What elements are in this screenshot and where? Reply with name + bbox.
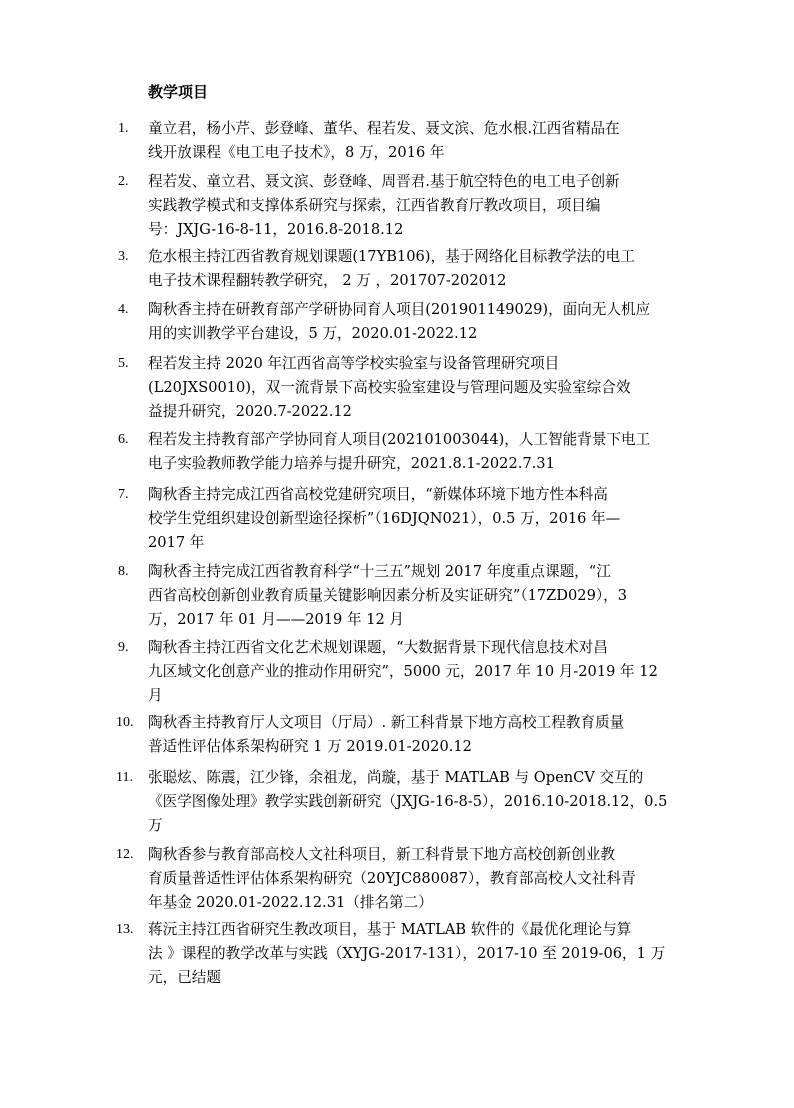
item-text [148,918,678,990]
item-line: 陶秋香主持江西省文化艺术规划课题，“大数据背景下现代信息技术对昌 [148,639,608,656]
item-line: 年基金 2020.01-2022.12.31（排名第二） [148,894,433,911]
item-number: 4. [118,302,129,317]
item-number: 6. [118,432,129,447]
item-text [148,843,678,915]
item-line: 《医学图像处理》教学实践创新研究（JXJG-16-8-5），2016.10-2018.12，0.5 [148,793,668,810]
item-number: 12. [116,847,134,862]
item-text [148,766,678,838]
item-text [148,711,678,759]
item-line: (L20JXS0010)，双一流背景下高校实验室建设与管理问题及实验室综合效 [148,379,631,396]
item-line: 号：JXJG-16-8-11，2016.8-2018.12 [148,221,404,238]
item-line: 法 》课程的教学改革与实践（XYJG-2017-131），2017-10 至 2019-06，1 万 [148,945,666,962]
item-number: 5. [118,356,129,371]
item-number: 9. [118,640,129,655]
item-line: 月 [148,687,163,704]
item-text [148,560,678,632]
item-line: 电子技术课程翻转教学研究， 2 万 ，201707-202012 [148,272,507,289]
item-text [148,483,678,555]
item-line: 程若发主持 2020 年江西省高等学校实验室与设备管理研究项目 [148,355,560,372]
item-line: 2017 年 [148,534,205,551]
item-line: 张聪炫、陈震，江少锋，余祖龙，尚璇，基于 MATLAB 与 OpenCV 交互的 [148,769,644,786]
item-text [148,428,678,476]
item-line: 实践教学模式和支撑体系研究与探索，江西省教育厅教改项目，项目编 [148,197,601,214]
item-line: 校学生党组织建设创新型途径探析”（16DJQN021），0.5 万，2016 年— [148,510,621,527]
item-number: 11. [116,770,133,785]
item-text [148,117,678,165]
item-number: 3. [118,249,129,264]
item-number: 2. [118,174,129,189]
item-number: 1. [118,121,129,136]
item-line: 万 [148,817,163,834]
item-line: 蒋沅主持江西省研究生教改项目，基于 MATLAB 软件的《最优化理论与算 [148,921,632,938]
item-number: 8. [118,564,129,579]
item-line: 程若发、童立君、聂文滨、彭登峰、周晋君.基于航空特色的电工电子创新 [148,173,620,190]
item-line: 陶秋香参与教育部高校人文社科项目，新工科背景下地方高校创新创业教 [148,846,616,863]
item-line: 九区域文化创意产业的推动作用研究”，5000 元，2017 年 10 月-2019 年 12 [148,663,658,680]
item-line: 童立君，杨小芹、彭登峰、董华、程若发、聂文滨、危水根.江西省精品在 [148,120,620,137]
item-line: 陶秋香主持完成江西省教育科学“十三五”规划 2017 年度重点课题，“江 [148,563,611,580]
item-text [148,298,678,346]
item-line: 程若发主持教育部产学协同育人项目(202101003044)，人工智能背景下电工 [148,431,651,448]
item-line: 用的实训教学平台建设，5 万，2020.01-2022.12 [148,325,478,342]
item-number: 13. [116,922,134,937]
item-line: 育质量普适性评估体系架构研究（20YJC880087），教育部高校人文社科青 [148,870,636,887]
section-heading: 教学项目 [148,83,209,101]
item-line: 元，已结题 [148,969,221,986]
item-text [148,352,678,424]
item-line: 危水根主持江西省教育规划课题(17YB106)，基于网络化目标教学法的电工 [148,248,635,265]
item-line: 线开放课程《电工电子技术》，8 万，2016 年 [148,144,445,161]
item-number: 10. [116,715,134,730]
item-line: 陶秋香主持完成江西省高校党建研究项目，“新媒体环境下地方性本科高 [148,486,608,503]
item-text [148,170,678,242]
item-line: 陶秋香主持教育厅人文项目（厅局）. 新工科背景下地方高校工程教育质量 [148,714,625,731]
item-line: 电子实验教师教学能力培养与提升研究，2021.8.1-2022.7.31 [148,455,555,472]
item-line: 陶秋香主持在研教育部产学研协同育人项目(201901149029)，面向无人机应 [148,301,651,318]
item-text [148,245,678,293]
item-line: 西省高校创新创业教育质量关键影响因素分析及实证研究”（17ZD029），3 [148,587,628,604]
item-text [148,636,678,708]
item-line: 万，2017 年 01 月——2019 年 12 月 [148,611,405,628]
item-number: 7. [118,487,129,502]
item-line: 益提升研究，2020.7-2022.12 [148,403,352,420]
item-line: 普适性评估体系架构研究 1 万 2019.01-2020.12 [148,738,472,755]
